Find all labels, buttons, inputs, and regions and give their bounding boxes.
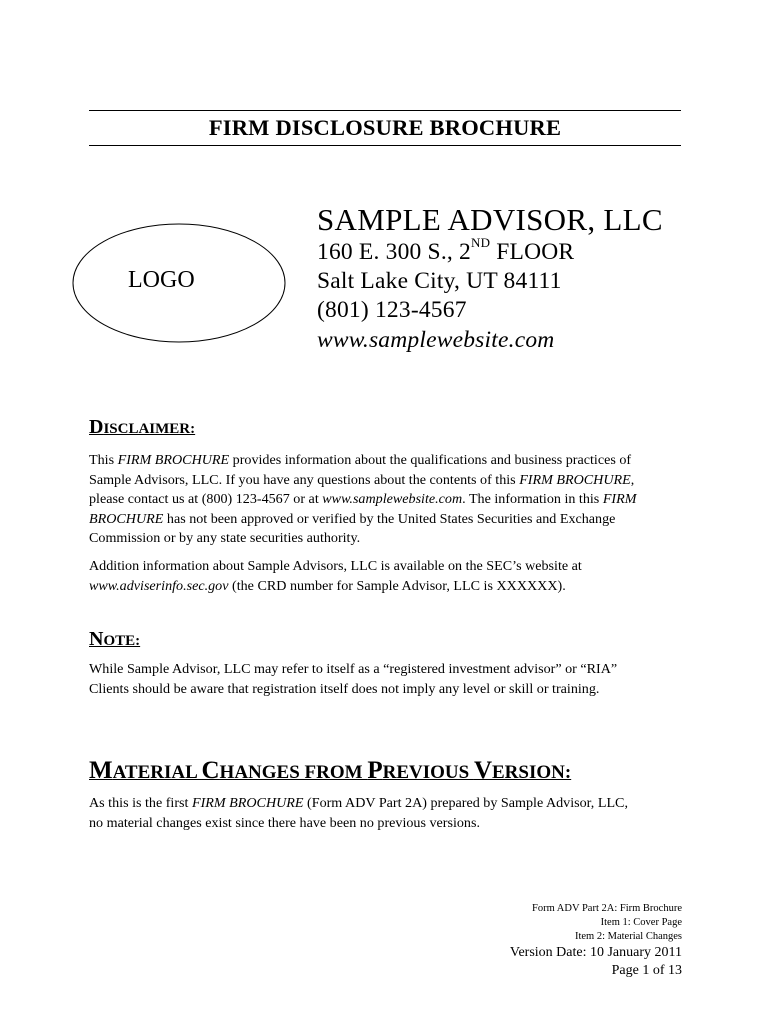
page-footer xyxy=(382,902,682,980)
firm-address-line2: Salt Lake City, UT 84111 xyxy=(317,268,562,294)
footer-item-2: Item 2: Material Changes xyxy=(574,931,682,942)
firm-name: SAMPLE ADVISOR, LLC xyxy=(317,202,663,237)
title-top-rule xyxy=(89,110,681,111)
text-line: please contact us at (800) 123-4567 or at www.samplewebsite.com. The information in this FIRM xyxy=(89,491,637,507)
document-title: FIRM DISCLOSURE BROCHURE xyxy=(208,115,562,140)
text-line: Clients should be aware that registration itself does not imply any level or skill or training. xyxy=(89,680,600,697)
disclaimer-paragraph-1 xyxy=(89,451,689,549)
text-line: Commission or by any state securities authority. xyxy=(89,530,361,546)
text-line: While Sample Advisor, LLC may refer to itself as a “registered investment advisor” or “RIA” xyxy=(89,661,618,677)
footer-page-number: Page 1 of 13 xyxy=(611,963,682,978)
text-line: no material changes exist since there have been no previous versions. xyxy=(89,814,480,831)
firm-phone: (801) 123-4567 xyxy=(317,297,467,323)
text-line: Sample Advisors, LLC. If you have any questions about the contents of this FIRM BROCHURE, xyxy=(89,471,635,488)
material-changes-heading: MATERIAL CHANGES FROM PREVIOUS VERSION: xyxy=(89,757,572,784)
material-changes-paragraph xyxy=(89,794,689,833)
footer-form-label: Form ADV Part 2A: Firm Brochure xyxy=(531,903,682,914)
disclaimer-paragraph-2 xyxy=(89,557,689,596)
note-paragraph xyxy=(89,660,689,699)
logo-placeholder-label: LOGO xyxy=(128,267,195,293)
firm-address-line1: 160 E. 300 S., 2ND FLOOR xyxy=(317,235,575,265)
disclaimer-heading: DISCLAIMER: xyxy=(89,416,196,438)
text-line: Addition information about Sample Advisors, LLC is available on the SEC’s website at xyxy=(89,558,582,574)
footer-item-1: Item 1: Cover Page xyxy=(600,917,682,928)
text-line: BROCHURE has not been approved or verified by the United States Securities and Exchange xyxy=(89,510,616,527)
firm-website: www.samplewebsite.com xyxy=(317,327,555,353)
text-line: www.adviserinfo.sec.gov (the CRD number for Sample Advisor, LLC is XXXXXX). xyxy=(89,577,566,594)
text-line: As this is the first FIRM BROCHURE (Form ADV Part 2A) prepared by Sample Advisor, LLC, xyxy=(89,795,628,811)
note-heading: NOTE: xyxy=(89,628,141,650)
title-bottom-rule xyxy=(89,145,681,146)
footer-version-date: Version Date: 10 January 2011 xyxy=(509,945,682,960)
text-line: This FIRM BROCHURE provides information about the qualifications and business practices of xyxy=(89,452,632,468)
